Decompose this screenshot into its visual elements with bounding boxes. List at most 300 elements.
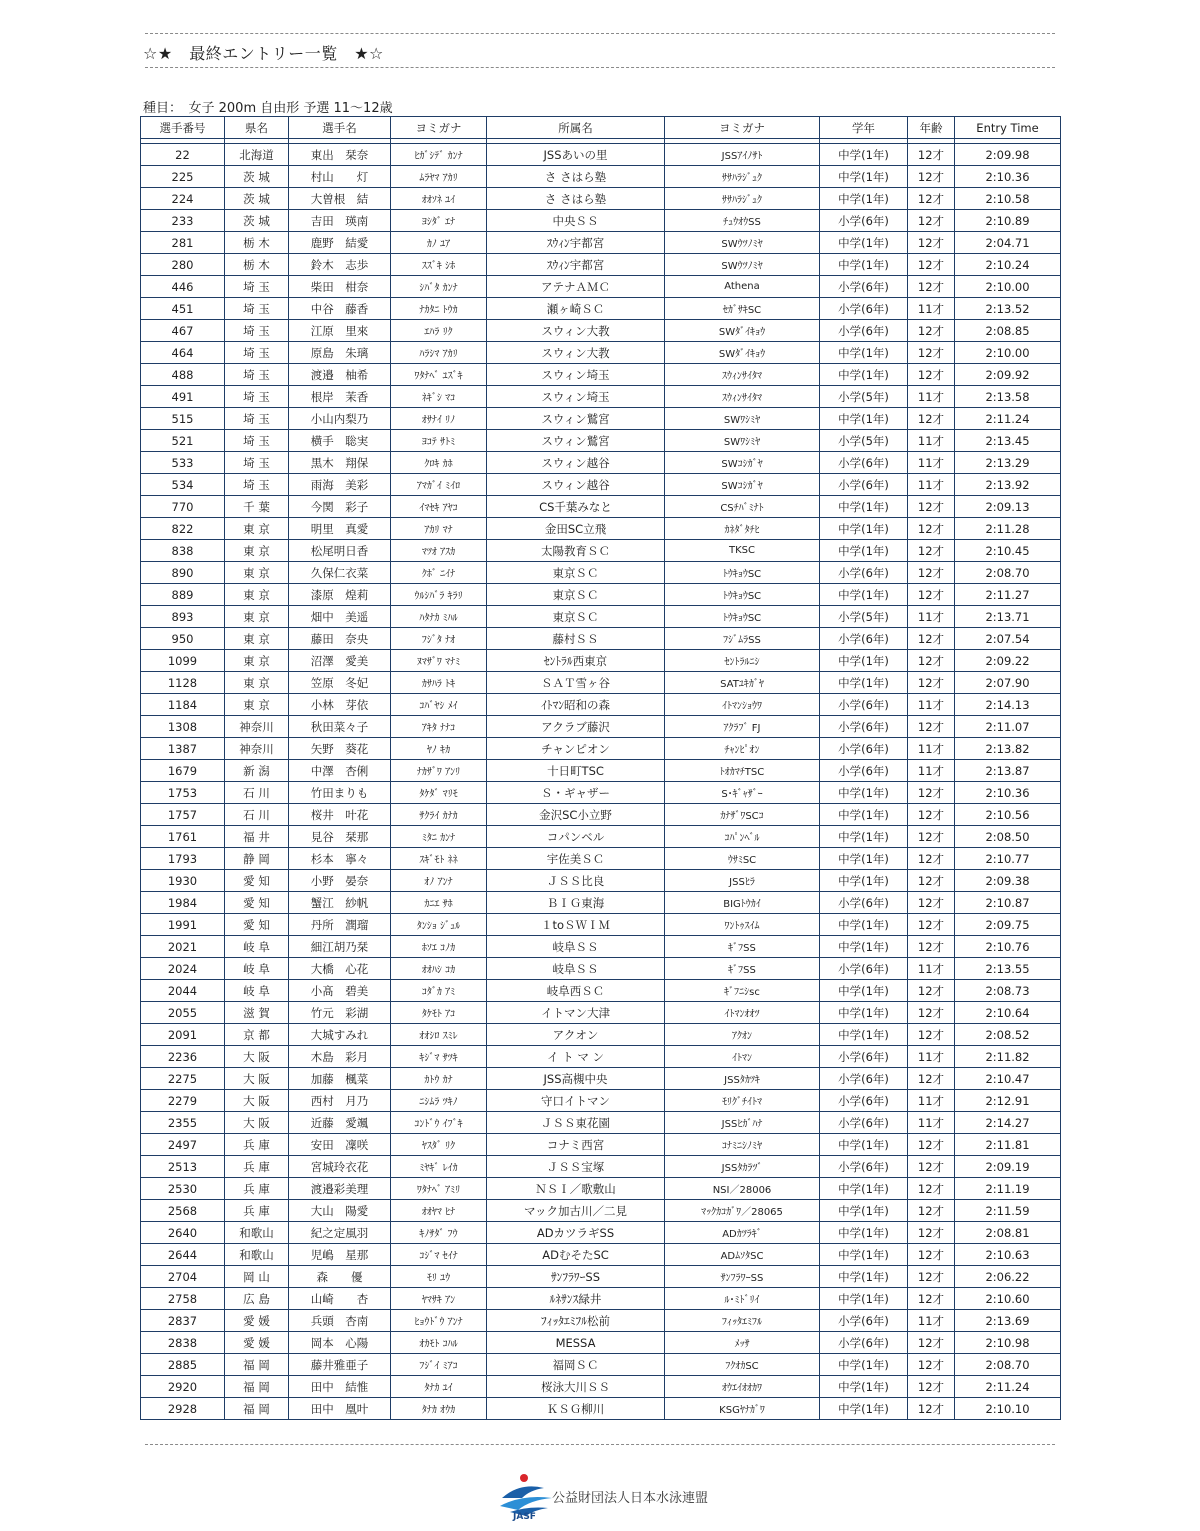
cell-club-kana: ｾｶﾞｻｷSC bbox=[665, 298, 820, 320]
cell-club-name: ＪＳＳ東花園 bbox=[487, 1112, 665, 1134]
cell-entry-no: 464 bbox=[141, 342, 225, 364]
cell-name-kana: ﾀｹﾀﾞ ﾏﾘﾓ bbox=[391, 782, 487, 804]
cell-age: 12才 bbox=[908, 496, 955, 518]
cell-grade: 中学(1年) bbox=[820, 650, 908, 672]
cell-entry-time: 2:08.73 bbox=[955, 980, 1061, 1002]
cell-entry-time: 2:10.00 bbox=[955, 342, 1061, 364]
cell-grade: 中学(1年) bbox=[820, 1376, 908, 1398]
cell-grade: 中学(1年) bbox=[820, 1222, 908, 1244]
cell-name-kana: ｶﾄｳ ｶﾅ bbox=[391, 1068, 487, 1090]
cell-prefecture: 埼 玉 bbox=[225, 364, 289, 386]
cell-name-kana: ﾏﾂｵ ｱｽｶ bbox=[391, 540, 487, 562]
cell-entry-no: 233 bbox=[141, 210, 225, 232]
table-row bbox=[141, 650, 1061, 672]
cell-grade: 中学(1年) bbox=[820, 254, 908, 276]
cell-age: 12才 bbox=[908, 1002, 955, 1024]
cell-prefecture: 茨 城 bbox=[225, 210, 289, 232]
cell-club-kana: SATﾕｷｶﾞﾔ bbox=[665, 672, 820, 694]
cell-swimmer-name: 紀之定風羽 bbox=[289, 1222, 391, 1244]
cell-club-kana: ﾙ･ﾐﾄﾞﾘｲ bbox=[665, 1288, 820, 1310]
cell-club-kana: SWｳﾂﾉﾐﾔ bbox=[665, 232, 820, 254]
cell-entry-no: 1184 bbox=[141, 694, 225, 716]
cell-swimmer-name: 森 優 bbox=[289, 1266, 391, 1288]
cell-prefecture: 埼 玉 bbox=[225, 430, 289, 452]
table-row bbox=[141, 210, 1061, 232]
cell-club-kana: ｳｻﾐSC bbox=[665, 848, 820, 870]
cell-entry-no: 225 bbox=[141, 166, 225, 188]
cell-swimmer-name: 大山 陽愛 bbox=[289, 1200, 391, 1222]
cell-club-name: ＪＳＳ宝塚 bbox=[487, 1156, 665, 1178]
cell-entry-time: 2:11.28 bbox=[955, 518, 1061, 540]
cell-club-kana: ｽｳｨﾝｻｲﾀﾏ bbox=[665, 386, 820, 408]
cell-prefecture: 広 島 bbox=[225, 1288, 289, 1310]
cell-name-kana: ｵｶﾓﾄ ｺﾊﾙ bbox=[391, 1332, 487, 1354]
cell-grade: 小学(5年) bbox=[820, 606, 908, 628]
table-row bbox=[141, 1266, 1061, 1288]
cell-club-kana: ﾁｭｳｵｳSS bbox=[665, 210, 820, 232]
cell-swimmer-name: 吉田 瑛南 bbox=[289, 210, 391, 232]
cell-club-kana: ｷﾞﾌﾆｼsc bbox=[665, 980, 820, 1002]
cell-name-kana: ｺﾊﾞﾔｼ ﾒｲ bbox=[391, 694, 487, 716]
cell-entry-no: 2024 bbox=[141, 958, 225, 980]
cell-swimmer-name: 東出 栞奈 bbox=[289, 144, 391, 166]
cell-swimmer-name: 渡邉彩美理 bbox=[289, 1178, 391, 1200]
cell-club-kana: ﾌｼﾞﾑﾗSS bbox=[665, 628, 820, 650]
cell-club-name: イ ト マ ン bbox=[487, 1046, 665, 1068]
cell-swimmer-name: 岡本 心陽 bbox=[289, 1332, 391, 1354]
cell-prefecture: 和歌山 bbox=[225, 1222, 289, 1244]
cell-swimmer-name: 鹿野 結愛 bbox=[289, 232, 391, 254]
cell-name-kana: ﾈｷﾞｼ ﾏｺ bbox=[391, 386, 487, 408]
cell-entry-no: 280 bbox=[141, 254, 225, 276]
cell-age: 12才 bbox=[908, 1068, 955, 1090]
cell-club-name: スウィン越谷 bbox=[487, 452, 665, 474]
cell-grade: 小学(6年) bbox=[820, 1310, 908, 1332]
cell-club-kana: ｺﾊﾟﾝﾍﾞﾙ bbox=[665, 826, 820, 848]
table-row bbox=[141, 892, 1061, 914]
cell-entry-no: 1128 bbox=[141, 672, 225, 694]
cell-entry-time: 2:10.56 bbox=[955, 804, 1061, 826]
cell-entry-time: 2:07.90 bbox=[955, 672, 1061, 694]
cell-club-name: 中央ＳＳ bbox=[487, 210, 665, 232]
table-row bbox=[141, 496, 1061, 518]
cell-entry-no: 521 bbox=[141, 430, 225, 452]
table-row bbox=[141, 1398, 1061, 1420]
cell-swimmer-name: 沼澤 愛美 bbox=[289, 650, 391, 672]
cell-entry-no: 1387 bbox=[141, 738, 225, 760]
cell-age: 12才 bbox=[908, 1244, 955, 1266]
cell-entry-time: 2:10.58 bbox=[955, 188, 1061, 210]
cell-club-name: ＫＳＧ柳川 bbox=[487, 1398, 665, 1420]
cell-grade: 小学(6年) bbox=[820, 474, 908, 496]
cell-grade: 小学(6年) bbox=[820, 760, 908, 782]
cell-prefecture: 岐 阜 bbox=[225, 980, 289, 1002]
cell-entry-time: 2:10.47 bbox=[955, 1068, 1061, 1090]
cell-club-name: 桜泳大川ＳＳ bbox=[487, 1376, 665, 1398]
cell-entry-time: 2:13.45 bbox=[955, 430, 1061, 452]
cell-club-name: スウィン大教 bbox=[487, 320, 665, 342]
table-row bbox=[141, 870, 1061, 892]
table-row bbox=[141, 562, 1061, 584]
cell-age: 12才 bbox=[908, 782, 955, 804]
cell-name-kana: ﾖｼﾀﾞ ｴﾅ bbox=[391, 210, 487, 232]
cell-club-name: チャンピオン bbox=[487, 738, 665, 760]
cell-grade: 小学(6年) bbox=[820, 628, 908, 650]
cell-prefecture: 埼 玉 bbox=[225, 474, 289, 496]
cell-entry-no: 2640 bbox=[141, 1222, 225, 1244]
cell-prefecture: 栃 木 bbox=[225, 232, 289, 254]
cell-prefecture: 千 葉 bbox=[225, 496, 289, 518]
table-row bbox=[141, 386, 1061, 408]
cell-grade: 小学(6年) bbox=[820, 1090, 908, 1112]
cell-swimmer-name: 竹元 彩湖 bbox=[289, 1002, 391, 1024]
cell-entry-no: 1761 bbox=[141, 826, 225, 848]
cell-age: 11才 bbox=[908, 474, 955, 496]
cell-entry-time: 2:13.82 bbox=[955, 738, 1061, 760]
cell-name-kana: ﾖｺﾃ ｻﾄﾐ bbox=[391, 430, 487, 452]
cell-entry-time: 2:10.36 bbox=[955, 782, 1061, 804]
cell-entry-no: 2530 bbox=[141, 1178, 225, 1200]
cell-entry-no: 2838 bbox=[141, 1332, 225, 1354]
table-row bbox=[141, 1046, 1061, 1068]
cell-age: 11才 bbox=[908, 1112, 955, 1134]
cell-club-kana: JSSﾋｶﾞﾊﾅ bbox=[665, 1112, 820, 1134]
cell-entry-no: 281 bbox=[141, 232, 225, 254]
cell-swimmer-name: 中谷 藤香 bbox=[289, 298, 391, 320]
cell-club-name: １toＳＷＩＭ bbox=[487, 914, 665, 936]
table-row bbox=[141, 1002, 1061, 1024]
cell-name-kana: ﾆｼﾑﾗ ﾂｷﾉ bbox=[391, 1090, 487, 1112]
cell-club-name: スウィン鷲宮 bbox=[487, 408, 665, 430]
cell-swimmer-name: 藤田 奈央 bbox=[289, 628, 391, 650]
cell-club-name: ｽｳｨﾝ宇都宮 bbox=[487, 254, 665, 276]
cell-swimmer-name: 秋田菜々子 bbox=[289, 716, 391, 738]
cell-entry-no: 491 bbox=[141, 386, 225, 408]
cell-club-kana: ｻｻﾊﾗｼﾞｭｸ bbox=[665, 188, 820, 210]
col-header-name-kana: ヨミガナ bbox=[391, 117, 487, 139]
cell-club-kana: SWｺｼｶﾞﾔ bbox=[665, 452, 820, 474]
cell-club-kana: CSﾁﾊﾞﾐﾅﾄ bbox=[665, 496, 820, 518]
cell-prefecture: 東 京 bbox=[225, 540, 289, 562]
cell-entry-time: 2:11.27 bbox=[955, 584, 1061, 606]
cell-swimmer-name: 田中 結惟 bbox=[289, 1376, 391, 1398]
col-header-grade: 学年 bbox=[820, 117, 908, 139]
cell-entry-no: 446 bbox=[141, 276, 225, 298]
cell-swimmer-name: 細江胡乃栞 bbox=[289, 936, 391, 958]
cell-grade: 小学(6年) bbox=[820, 1046, 908, 1068]
table-row bbox=[141, 452, 1061, 474]
cell-club-name: コナミ西宮 bbox=[487, 1134, 665, 1156]
cell-prefecture: 埼 玉 bbox=[225, 342, 289, 364]
cell-swimmer-name: 黒木 翔保 bbox=[289, 452, 391, 474]
cell-club-name: スウィン越谷 bbox=[487, 474, 665, 496]
cell-grade: 中学(1年) bbox=[820, 364, 908, 386]
cell-club-kana: SWﾀﾞｲｷｮｳ bbox=[665, 320, 820, 342]
cell-club-name: 東京ＳＣ bbox=[487, 584, 665, 606]
cell-entry-time: 2:11.81 bbox=[955, 1134, 1061, 1156]
cell-age: 12才 bbox=[908, 540, 955, 562]
cell-entry-time: 2:11.59 bbox=[955, 1200, 1061, 1222]
cell-name-kana: ｷｼﾞﾏ ｻﾂｷ bbox=[391, 1046, 487, 1068]
cell-prefecture: 埼 玉 bbox=[225, 320, 289, 342]
cell-club-kana: ﾜﾝﾄｩｽｲﾑ bbox=[665, 914, 820, 936]
cell-entry-time: 2:13.55 bbox=[955, 958, 1061, 980]
cell-age: 11才 bbox=[908, 1310, 955, 1332]
cell-swimmer-name: 横手 聡実 bbox=[289, 430, 391, 452]
cell-club-kana: ﾌｨｯﾀｴﾐﾌﾙ bbox=[665, 1310, 820, 1332]
cell-entry-no: 2885 bbox=[141, 1354, 225, 1376]
cell-club-name: 十日町TSC bbox=[487, 760, 665, 782]
cell-grade: 小学(5年) bbox=[820, 430, 908, 452]
cell-age: 12才 bbox=[908, 518, 955, 540]
cell-club-name: ＮＳＩ／歌敷山 bbox=[487, 1178, 665, 1200]
table-row bbox=[141, 584, 1061, 606]
cell-age: 11才 bbox=[908, 430, 955, 452]
table-row bbox=[141, 738, 1061, 760]
table-row bbox=[141, 1024, 1061, 1046]
cell-club-kana: ｾﾝﾄﾗﾙﾆｼ bbox=[665, 650, 820, 672]
cell-grade: 中学(1年) bbox=[820, 518, 908, 540]
table-row bbox=[141, 408, 1061, 430]
cell-age: 12才 bbox=[908, 1222, 955, 1244]
cell-prefecture: 東 京 bbox=[225, 584, 289, 606]
cell-club-kana: ﾄｳｷｮｳSC bbox=[665, 562, 820, 584]
cell-club-name: ｽｳｨﾝ宇都宮 bbox=[487, 232, 665, 254]
col-header-club: 所属名 bbox=[487, 117, 665, 139]
cell-entry-no: 1308 bbox=[141, 716, 225, 738]
cell-club-kana: ｶﾅｻﾞﾜSCｺ bbox=[665, 804, 820, 826]
cell-entry-time: 2:10.76 bbox=[955, 936, 1061, 958]
cell-name-kana: ｸﾎﾞ ﾆｲﾅ bbox=[391, 562, 487, 584]
cell-swimmer-name: 大橋 心花 bbox=[289, 958, 391, 980]
cell-prefecture: 京 都 bbox=[225, 1024, 289, 1046]
cell-name-kana: ﾀﾝｼｮ ｼﾞｭﾙ bbox=[391, 914, 487, 936]
cell-prefecture: 埼 玉 bbox=[225, 452, 289, 474]
cell-entry-no: 2568 bbox=[141, 1200, 225, 1222]
cell-entry-time: 2:10.64 bbox=[955, 1002, 1061, 1024]
cell-grade: 小学(6年) bbox=[820, 1068, 908, 1090]
cell-entry-time: 2:10.89 bbox=[955, 210, 1061, 232]
cell-prefecture: 愛 媛 bbox=[225, 1332, 289, 1354]
cell-swimmer-name: 漆原 煌莉 bbox=[289, 584, 391, 606]
cell-prefecture: 兵 庫 bbox=[225, 1200, 289, 1222]
cell-entry-no: 1679 bbox=[141, 760, 225, 782]
cell-age: 12才 bbox=[908, 716, 955, 738]
cell-club-kana: ﾄｵｶﾏﾁTSC bbox=[665, 760, 820, 782]
cell-swimmer-name: 村山 灯 bbox=[289, 166, 391, 188]
table-row bbox=[141, 1090, 1061, 1112]
cell-club-kana: SWﾜｼﾐﾔ bbox=[665, 408, 820, 430]
cell-swimmer-name: 雨海 美彩 bbox=[289, 474, 391, 496]
cell-swimmer-name: 大曽根 結 bbox=[289, 188, 391, 210]
cell-entry-time: 2:10.63 bbox=[955, 1244, 1061, 1266]
page-title: ☆★ 最終エントリー一覧 ★☆ bbox=[143, 44, 384, 63]
cell-swimmer-name: 丹所 潤瑠 bbox=[289, 914, 391, 936]
cell-grade: 中学(1年) bbox=[820, 144, 908, 166]
cell-age: 11才 bbox=[908, 452, 955, 474]
cell-age: 12才 bbox=[908, 254, 955, 276]
cell-entry-time: 2:06.22 bbox=[955, 1266, 1061, 1288]
table-row bbox=[141, 694, 1061, 716]
cell-swimmer-name: 桜井 叶花 bbox=[289, 804, 391, 826]
cell-club-name: マック加古川／二見 bbox=[487, 1200, 665, 1222]
cell-age: 12才 bbox=[908, 628, 955, 650]
cell-entry-no: 2497 bbox=[141, 1134, 225, 1156]
cell-prefecture: 埼 玉 bbox=[225, 386, 289, 408]
cell-club-kana: ｱｸｵﾝ bbox=[665, 1024, 820, 1046]
cell-entry-time: 2:11.24 bbox=[955, 408, 1061, 430]
cell-swimmer-name: 西村 月乃 bbox=[289, 1090, 391, 1112]
cell-entry-no: 822 bbox=[141, 518, 225, 540]
cell-club-name: ＪＳＳ比良 bbox=[487, 870, 665, 892]
cell-club-kana: JSSｱｲﾉｻﾄ bbox=[665, 144, 820, 166]
cell-grade: 中学(1年) bbox=[820, 826, 908, 848]
cell-grade: 小学(6年) bbox=[820, 738, 908, 760]
cell-swimmer-name: 小山内梨乃 bbox=[289, 408, 391, 430]
cell-entry-no: 950 bbox=[141, 628, 225, 650]
cell-swimmer-name: 山崎 杏 bbox=[289, 1288, 391, 1310]
cell-swimmer-name: 杉本 寧々 bbox=[289, 848, 391, 870]
table-row bbox=[141, 1156, 1061, 1178]
cell-entry-time: 2:08.52 bbox=[955, 1024, 1061, 1046]
cell-name-kana: ﾋｮｳﾄﾞｳ ｱﾝﾅ bbox=[391, 1310, 487, 1332]
cell-name-kana: ｵｵｼﾛ ｽﾐﾚ bbox=[391, 1024, 487, 1046]
table-row bbox=[141, 936, 1061, 958]
cell-entry-no: 2704 bbox=[141, 1266, 225, 1288]
table-row bbox=[141, 1332, 1061, 1354]
table-row bbox=[141, 716, 1061, 738]
cell-name-kana: ｵｵｿﾈ ﾕｲ bbox=[391, 188, 487, 210]
table-row bbox=[141, 606, 1061, 628]
cell-prefecture: 東 京 bbox=[225, 562, 289, 584]
cell-club-name: JSSあいの里 bbox=[487, 144, 665, 166]
cell-club-name: Ｓ・ギャザー bbox=[487, 782, 665, 804]
cell-entry-no: 2236 bbox=[141, 1046, 225, 1068]
cell-swimmer-name: 藤井雅亜子 bbox=[289, 1354, 391, 1376]
cell-club-name: イトマン大津 bbox=[487, 1002, 665, 1024]
cell-entry-time: 2:10.98 bbox=[955, 1332, 1061, 1354]
cell-grade: 中学(1年) bbox=[820, 166, 908, 188]
cell-club-kana: ﾓﾘｸﾞﾁｲﾄﾏ bbox=[665, 1090, 820, 1112]
cell-grade: 中学(1年) bbox=[820, 804, 908, 826]
cell-prefecture: 兵 庫 bbox=[225, 1178, 289, 1200]
cell-club-kana: JSSﾀｶﾂｷ bbox=[665, 1068, 820, 1090]
cell-age: 12才 bbox=[908, 1266, 955, 1288]
cell-club-name: 金沢SC小立野 bbox=[487, 804, 665, 826]
cell-prefecture: 神奈川 bbox=[225, 716, 289, 738]
cell-entry-no: 488 bbox=[141, 364, 225, 386]
cell-prefecture: 大 阪 bbox=[225, 1068, 289, 1090]
cell-swimmer-name: 明里 真愛 bbox=[289, 518, 391, 540]
cell-club-kana: SWﾀﾞｲｷｮｳ bbox=[665, 342, 820, 364]
cell-club-name: 東京ＳＣ bbox=[487, 606, 665, 628]
cell-prefecture: 石 川 bbox=[225, 804, 289, 826]
cell-grade: 中学(1年) bbox=[820, 1266, 908, 1288]
cell-club-name: コパンベル bbox=[487, 826, 665, 848]
cell-name-kana: ｵｻﾅｲ ﾘﾉ bbox=[391, 408, 487, 430]
cell-age: 11才 bbox=[908, 958, 955, 980]
cell-entry-time: 2:11.82 bbox=[955, 1046, 1061, 1068]
table-row bbox=[141, 914, 1061, 936]
cell-prefecture: 福 岡 bbox=[225, 1376, 289, 1398]
cell-club-kana: BIGﾄｳｶｲ bbox=[665, 892, 820, 914]
cell-club-kana: ｷﾞﾌSS bbox=[665, 936, 820, 958]
table-row bbox=[141, 342, 1061, 364]
cell-entry-no: 1793 bbox=[141, 848, 225, 870]
cell-club-name: アクオン bbox=[487, 1024, 665, 1046]
cell-grade: 中学(1年) bbox=[820, 1178, 908, 1200]
cell-club-kana: SWｳﾂﾉﾐﾔ bbox=[665, 254, 820, 276]
cell-name-kana: ﾔﾉ ｷｶ bbox=[391, 738, 487, 760]
cell-entry-no: 2644 bbox=[141, 1244, 225, 1266]
cell-club-kana: ADﾑｿﾀSC bbox=[665, 1244, 820, 1266]
table-row bbox=[141, 254, 1061, 276]
col-header-entry-time: Entry Time bbox=[955, 117, 1061, 139]
cell-swimmer-name: 今関 彩子 bbox=[289, 496, 391, 518]
cell-club-name: アテナＡＭＣ bbox=[487, 276, 665, 298]
cell-prefecture: 東 京 bbox=[225, 672, 289, 694]
cell-entry-time: 2:11.07 bbox=[955, 716, 1061, 738]
cell-swimmer-name: 大城すみれ bbox=[289, 1024, 391, 1046]
cell-swimmer-name: 竹田まりも bbox=[289, 782, 391, 804]
cell-prefecture: 福 岡 bbox=[225, 1354, 289, 1376]
cell-club-kana: ﾌｸｵｶSC bbox=[665, 1354, 820, 1376]
cell-grade: 中学(1年) bbox=[820, 870, 908, 892]
cell-name-kana: ﾓﾘ ﾕｳ bbox=[391, 1266, 487, 1288]
cell-entry-time: 2:11.19 bbox=[955, 1178, 1061, 1200]
cell-name-kana: ﾜﾀﾅﾍﾞ ﾕｽﾞｷ bbox=[391, 364, 487, 386]
cell-age: 12才 bbox=[908, 408, 955, 430]
cell-club-kana: NSI／28006 bbox=[665, 1178, 820, 1200]
cell-prefecture: 福 岡 bbox=[225, 1398, 289, 1420]
table-row bbox=[141, 276, 1061, 298]
cell-entry-no: 1991 bbox=[141, 914, 225, 936]
col-header-entry-no: 選手番号 bbox=[141, 117, 225, 139]
cell-swimmer-name: 兵頭 杏南 bbox=[289, 1310, 391, 1332]
cell-swimmer-name: 根岸 茉香 bbox=[289, 386, 391, 408]
cell-swimmer-name: 矢野 葵花 bbox=[289, 738, 391, 760]
cell-age: 11才 bbox=[908, 694, 955, 716]
cell-prefecture: 岐 阜 bbox=[225, 958, 289, 980]
cell-entry-no: 893 bbox=[141, 606, 225, 628]
cell-entry-no: 534 bbox=[141, 474, 225, 496]
cell-entry-no: 2055 bbox=[141, 1002, 225, 1024]
cell-age: 12才 bbox=[908, 1398, 955, 1420]
cell-prefecture: 静 岡 bbox=[225, 848, 289, 870]
cell-name-kana: ｺﾀﾞｶ ｱﾐ bbox=[391, 980, 487, 1002]
cell-club-kana: ｲﾄﾏﾝ bbox=[665, 1046, 820, 1068]
table-row bbox=[141, 298, 1061, 320]
cell-entry-no: 2513 bbox=[141, 1156, 225, 1178]
cell-swimmer-name: 渡邉 柚希 bbox=[289, 364, 391, 386]
cell-age: 12才 bbox=[908, 562, 955, 584]
cell-prefecture: 神奈川 bbox=[225, 738, 289, 760]
cell-age: 12才 bbox=[908, 892, 955, 914]
cell-entry-time: 2:10.87 bbox=[955, 892, 1061, 914]
cell-entry-time: 2:13.29 bbox=[955, 452, 1061, 474]
cell-prefecture: 東 京 bbox=[225, 694, 289, 716]
cell-name-kana: ｽｽﾞｷ ｼﾎ bbox=[391, 254, 487, 276]
cell-swimmer-name: 笠原 冬妃 bbox=[289, 672, 391, 694]
cell-prefecture: 愛 媛 bbox=[225, 1310, 289, 1332]
cell-club-kana: JSSﾋﾗ bbox=[665, 870, 820, 892]
cell-name-kana: ｸﾛｷ ｶﾎ bbox=[391, 452, 487, 474]
cell-prefecture: 兵 庫 bbox=[225, 1134, 289, 1156]
cell-age: 12才 bbox=[908, 232, 955, 254]
cell-club-name: スウィン鷲宮 bbox=[487, 430, 665, 452]
cell-club-kana: JSSﾀｶﾗﾂﾞ bbox=[665, 1156, 820, 1178]
cell-entry-no: 467 bbox=[141, 320, 225, 342]
